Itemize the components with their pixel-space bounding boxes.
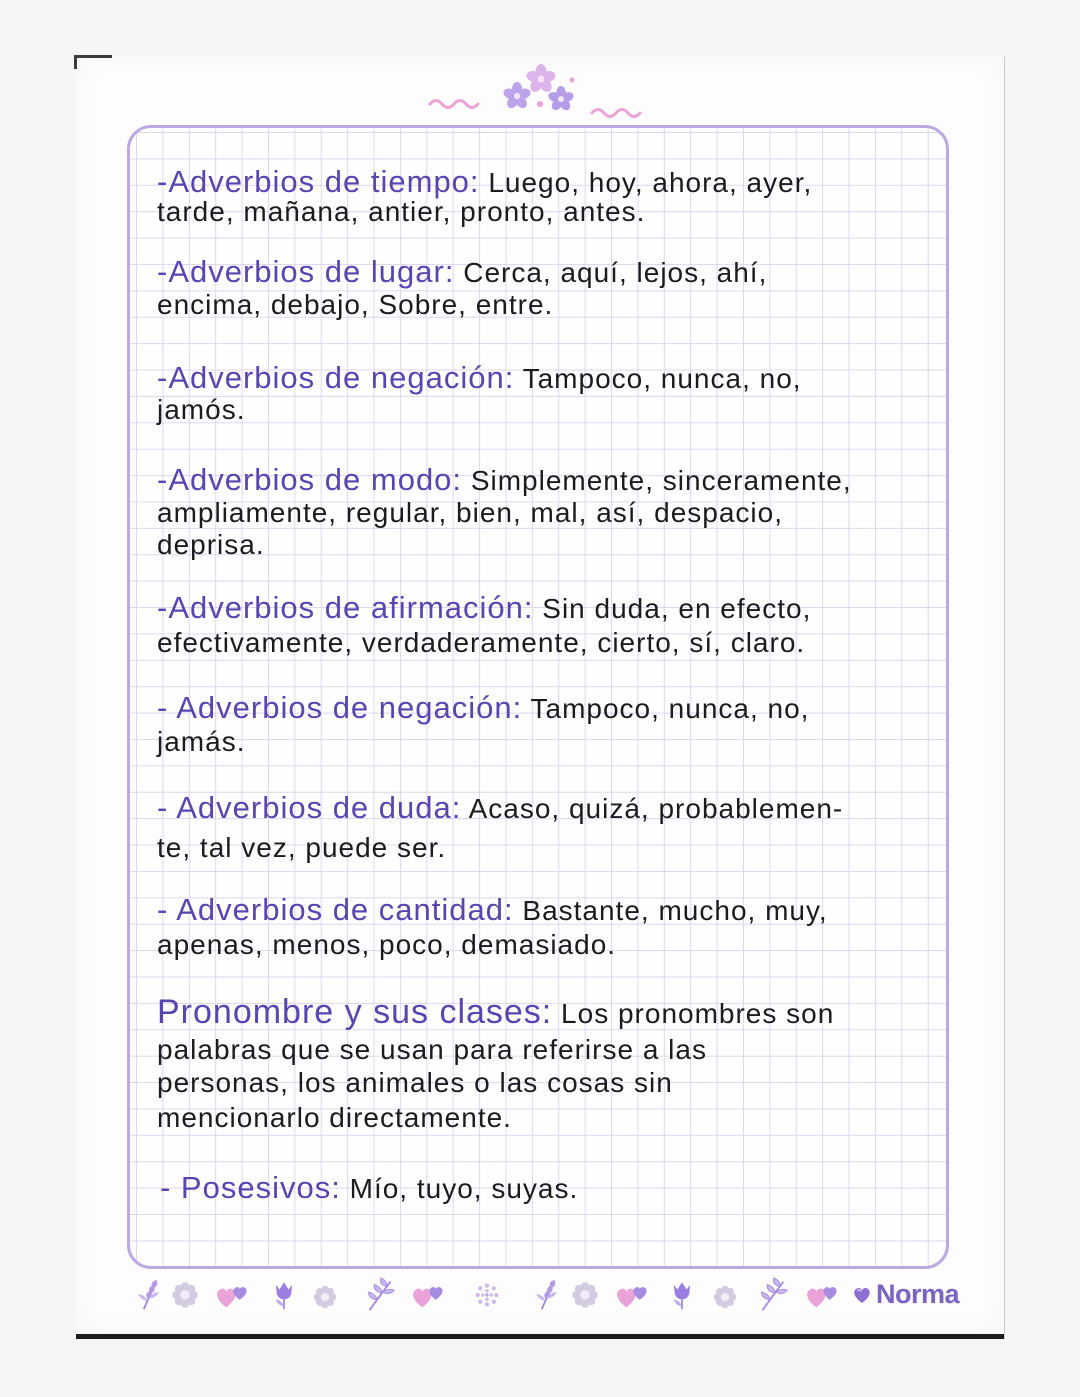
section-line: mencionarlo directamente. (157, 1102, 512, 1133)
section-line: tarde, mañana, antier, pronto, antes. (157, 196, 646, 227)
section-first-line (157, 791, 843, 826)
page-corner-edge-vertical (74, 55, 77, 69)
norma-heart-icon (850, 1282, 874, 1306)
section-line: jamós. (157, 394, 246, 425)
section-text: Cerca, aquí, lejos, ahí, (454, 257, 768, 288)
section-line: te, tal vez, puede ser. (157, 832, 447, 863)
section-first-line (157, 591, 811, 626)
section-line: ampliamente, regular, bien, mal, así, despacio, (157, 497, 783, 528)
section-text: Simplemente, sinceramente, (462, 465, 852, 496)
page-corner-edge (74, 55, 112, 58)
section-heading: - Adverbios de duda: (157, 790, 462, 825)
section-first-line (157, 255, 767, 290)
section-heading: - Adverbios de cantidad: (157, 892, 514, 927)
section-first-line (157, 691, 809, 726)
section-text: Bastante, mucho, muy, (513, 895, 828, 926)
section-heading: - Posesivos: (160, 1170, 341, 1205)
section-heading: Pronombre y sus clases: (157, 993, 553, 1031)
section-line: deprisa. (157, 529, 265, 560)
section-line: palabras que se usan para referirse a las (157, 1034, 707, 1065)
section-heading: -Adverbios de lugar: (157, 254, 455, 289)
section-first-line (157, 995, 834, 1031)
section-text: Los pronombres son (552, 998, 835, 1029)
section-line: apenas, menos, poco, demasiado. (157, 929, 617, 960)
section-text: Sin duda, en efecto, (533, 593, 812, 624)
section-text: Acaso, quizá, probablemen- (461, 793, 844, 824)
section-first-line (157, 463, 852, 498)
section-first-line (157, 893, 828, 928)
brand-name: Norma (876, 1278, 960, 1309)
section-text: Tampoco, nunca, no, (514, 363, 802, 394)
section-first-line (160, 1171, 578, 1206)
section-heading: -Adverbios de negación: (157, 360, 515, 395)
section-line: encima, debajo, Sobre, entre. (157, 289, 554, 320)
section-heading: -Adverbios de tiempo: (157, 164, 480, 199)
section-text: Mío, tuyo, suyas. (340, 1173, 579, 1204)
section-heading: -Adverbios de modo: (157, 462, 463, 497)
section-line: jamás. (157, 726, 246, 757)
section-heading: -Adverbios de afirmación: (157, 590, 534, 625)
section-heading: - Adverbios de negación: (157, 690, 523, 725)
section-line: efectivamente, verdaderamente, cierto, sí, claro. (157, 627, 806, 658)
section-line: personas, los animales o las cosas sin (157, 1067, 673, 1098)
section-first-line (157, 361, 802, 396)
section-text: Tampoco, nunca, no, (522, 693, 810, 724)
section-text: Luego, hoy, ahora, ayer, (479, 167, 813, 198)
brand-logo (850, 1276, 959, 1312)
